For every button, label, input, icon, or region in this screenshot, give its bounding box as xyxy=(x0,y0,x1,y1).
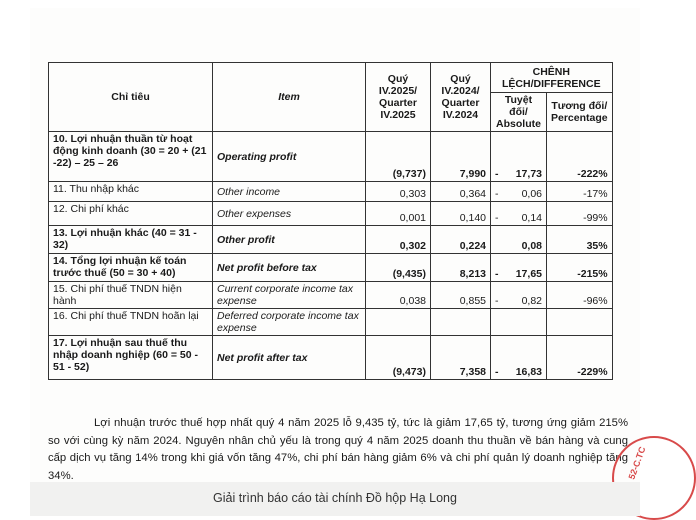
row-absolute-value: 0,82 xyxy=(521,295,542,307)
row-sign: - xyxy=(495,188,499,200)
row-absolute xyxy=(491,336,547,380)
header-absolute: Tuyệt đối/ Absolute xyxy=(491,93,547,132)
row-chi-tieu: 16. Chi phí thuế TNDN hoãn lại xyxy=(49,309,213,336)
header-percentage: Tương đối/ Percentage xyxy=(547,93,613,132)
row-q2024: 0,364 xyxy=(431,182,491,202)
explanation-paragraph: Lợi nhuận trước thuế hợp nhất quý 4 năm 2025 lỗ 9,435 tỷ, tức là giảm 17,65 tỷ, tương ứng giảm 215% so với cùng kỳ năm 2024. Nguyên nhân chủ yếu là trong quý 4 năm 2025 doanh thu thuần về bán hàng và cung cấp dịch vụ tăng 14% trong khi giá vốn tăng 47%, chi phí bán hàng giảm 6% và chi phí quản lý doanh nghiệp tăng 34%. xyxy=(48,417,628,482)
row-absolute xyxy=(491,226,547,254)
table-row xyxy=(49,226,613,254)
table-row xyxy=(49,282,613,309)
row-absolute xyxy=(491,182,547,202)
row-q2024: 8,213 xyxy=(431,254,491,282)
table-row xyxy=(49,182,613,202)
table-row xyxy=(49,336,613,380)
row-absolute-value: 17,73 xyxy=(515,168,542,180)
row-percentage xyxy=(547,309,613,336)
table-row xyxy=(49,254,613,282)
row-absolute xyxy=(491,132,547,182)
row-item: Operating profit xyxy=(213,132,366,182)
row-q2024 xyxy=(431,309,491,336)
header-difference: CHÊNH LỆCH/DIFFERENCE xyxy=(491,63,613,93)
row-absolute xyxy=(491,282,547,309)
row-q2024: 0,140 xyxy=(431,202,491,226)
row-sign: - xyxy=(495,295,499,307)
row-chi-tieu: 12. Chi phí khác xyxy=(49,202,213,226)
row-q2025: (9,435) xyxy=(366,254,431,282)
table-row xyxy=(49,309,613,336)
header-q2025: Quý IV.2025/ Quarter IV.2025 xyxy=(366,63,431,132)
row-absolute xyxy=(491,254,547,282)
row-q2025: 0,302 xyxy=(366,226,431,254)
row-absolute xyxy=(491,309,547,336)
header-chi-tieu: Chỉ tiêu xyxy=(49,63,213,132)
row-percentage: -99% xyxy=(547,202,613,226)
row-q2024: 0,224 xyxy=(431,226,491,254)
row-percentage: -17% xyxy=(547,182,613,202)
row-item: Net profit before tax xyxy=(213,254,366,282)
row-percentage: -215% xyxy=(547,254,613,282)
row-item: Deferred corporate income tax expense xyxy=(213,309,366,336)
financial-table xyxy=(48,62,613,380)
row-absolute-value: 0,08 xyxy=(521,240,542,252)
row-q2025: (9,737) xyxy=(366,132,431,182)
row-chi-tieu: 10. Lợi nhuận thuần từ hoạt động kinh doanh (30 = 20 + (21 -22) – 25 – 26 xyxy=(49,132,213,182)
document-scan xyxy=(30,8,648,482)
row-absolute-value: 0,14 xyxy=(521,212,542,224)
row-chi-tieu: 14. Tổng lợi nhuận kế toán trước thuế (50 = 30 + 40) xyxy=(49,254,213,282)
row-q2025 xyxy=(366,309,431,336)
image-caption: Giải trình báo cáo tài chính Đồ hộp Hạ Long xyxy=(30,482,640,516)
row-absolute-value: 17,65 xyxy=(515,268,542,280)
row-q2025: 0,001 xyxy=(366,202,431,226)
table-row xyxy=(49,132,613,182)
row-q2024: 7,990 xyxy=(431,132,491,182)
row-q2024: 7,358 xyxy=(431,336,491,380)
company-stamp: 52-C.TC xyxy=(612,436,696,520)
row-absolute xyxy=(491,202,547,226)
row-chi-tieu: 11. Thu nhập khác xyxy=(49,182,213,202)
table-row xyxy=(49,202,613,226)
row-percentage: -96% xyxy=(547,282,613,309)
row-q2025: (9,473) xyxy=(366,336,431,380)
row-q2024: 0,855 xyxy=(431,282,491,309)
row-chi-tieu: 17. Lợi nhuận sau thuế thu nhập doanh nghiệp (60 = 50 - 51 - 52) xyxy=(49,336,213,380)
row-q2025: 0,303 xyxy=(366,182,431,202)
row-sign: - xyxy=(495,366,499,378)
row-sign: - xyxy=(495,212,499,224)
row-item: Other expenses xyxy=(213,202,366,226)
row-chi-tieu: 13. Lợi nhuận khác (40 = 31 - 32) xyxy=(49,226,213,254)
row-sign: - xyxy=(495,168,499,180)
row-q2025: 0,038 xyxy=(366,282,431,309)
row-item: Other income xyxy=(213,182,366,202)
header-q2024: Quý IV.2024/ Quarter IV.2024 xyxy=(431,63,491,132)
row-item: Net profit after tax xyxy=(213,336,366,380)
row-percentage: -222% xyxy=(547,132,613,182)
row-chi-tieu: 15. Chi phí thuế TNDN hiện hành xyxy=(49,282,213,309)
row-item: Other profit xyxy=(213,226,366,254)
row-item: Current corporate income tax expense xyxy=(213,282,366,309)
row-absolute-value: 0,06 xyxy=(521,188,542,200)
row-sign: - xyxy=(495,268,499,280)
row-percentage: -229% xyxy=(547,336,613,380)
header-item: Item xyxy=(213,63,366,132)
row-percentage: 35% xyxy=(547,226,613,254)
row-absolute-value: 16,83 xyxy=(515,366,542,378)
